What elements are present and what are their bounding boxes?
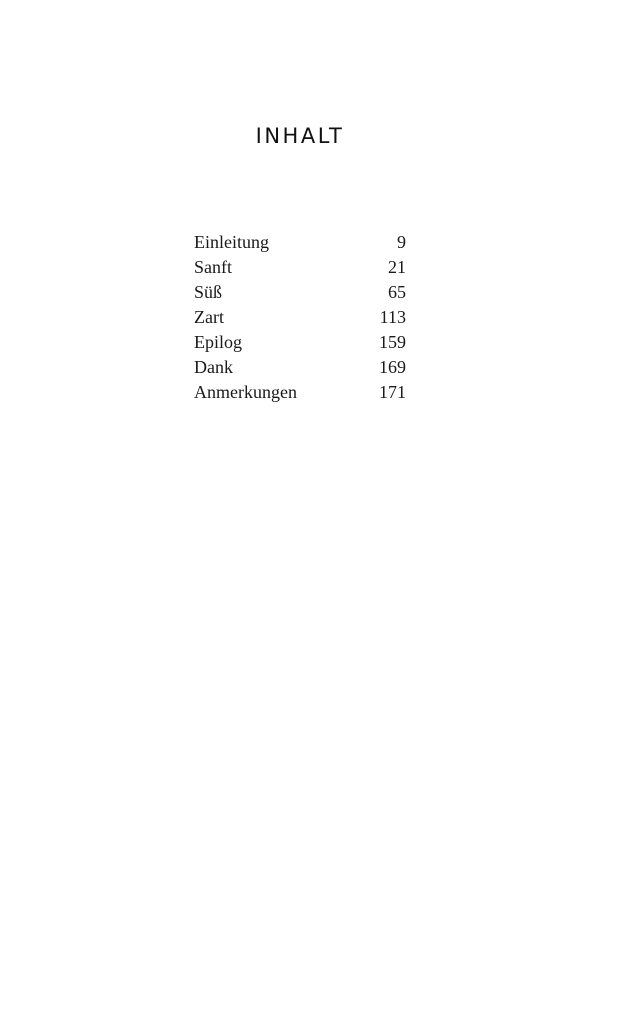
toc-entry-zart <box>194 305 406 330</box>
toc-entry-anmerkungen <box>194 380 406 405</box>
toc-entry-page-number: 113 <box>379 307 406 327</box>
toc-entry-epilog <box>194 330 406 355</box>
toc-entry-page-number: 171 <box>379 382 406 402</box>
toc-entry-label: Anmerkungen <box>194 382 297 402</box>
toc-entry-label: Einleitung <box>194 232 269 252</box>
toc-entry-sanft <box>194 255 406 280</box>
toc-entry-label: Zart <box>194 307 224 327</box>
toc-entry-label: Sanft <box>194 257 232 277</box>
toc-entry-page-number: 169 <box>379 357 406 377</box>
toc-entry-suess <box>194 280 406 305</box>
toc-entry-dank <box>194 355 406 380</box>
toc-entry-label: Süß <box>194 282 223 302</box>
toc-entry-label: Dank <box>194 357 233 377</box>
table-of-contents <box>194 230 406 405</box>
toc-entry-page-number: 21 <box>388 257 406 277</box>
toc-entry-page-number: 65 <box>388 282 406 302</box>
toc-entry-page-number: 159 <box>379 332 406 352</box>
toc-entry-page-number: 9 <box>397 232 406 252</box>
toc-entry-label: Epilog <box>194 332 242 352</box>
page-title: INHALT <box>255 124 345 148</box>
toc-entry-einleitung <box>194 230 406 255</box>
